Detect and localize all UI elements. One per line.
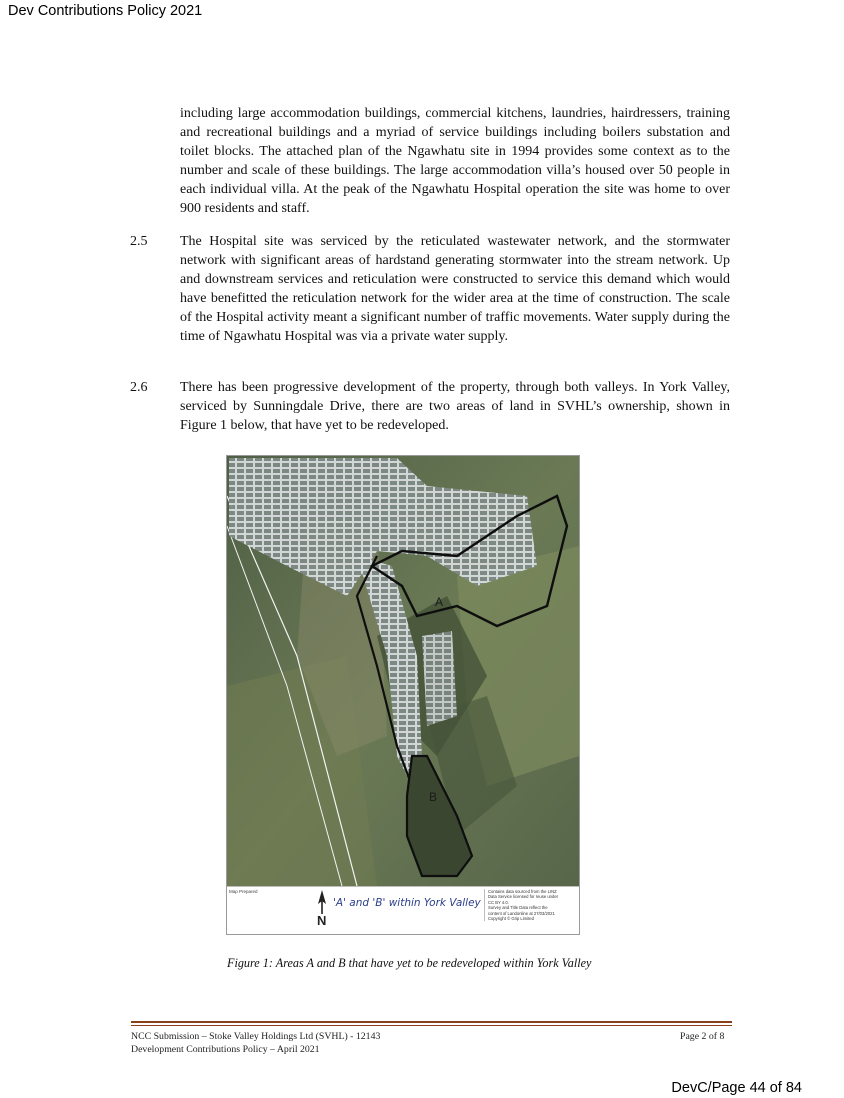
credit-line: Data Service licensed for reuse under — [488, 894, 559, 900]
paragraph-number: 2.6 — [130, 380, 148, 395]
credit-line: Copyright © Grip Limited — [488, 916, 534, 922]
credit-line: content of Landonline at 27/03/2021 — [488, 910, 555, 916]
footer-left — [131, 1031, 380, 1056]
paragraph-text: The Hospital site was serviced by the reticulated wastewater network, and the stormwater network with significant areas of hardstand generating stormwater into the stream network. Up and downstream services and reticulation were constructed to service this demand which would have benefitted the reticulation network for the wider area at the time of construction. The scale of the Hospital activity meant a significant number of traffic movements. Water supply during the time of Ngawhatu Hospital was via a private water supply. — [180, 234, 730, 345]
paragraph-2-6 — [130, 378, 730, 438]
footer-rule-thin — [131, 1025, 732, 1026]
paragraph-text: There has been progressive development of the property, through both valleys. In York Valley, serviced by Sunningdale Drive, there are two areas of land in SVHL’s ownership, shown in Figure 1 below, that have yet to be redeveloped. — [180, 380, 730, 434]
area-label-b: B — [429, 790, 438, 804]
paragraph-2-5 — [130, 232, 730, 372]
footer-policy-line: Development Contributions Policy – April 2021 — [131, 1043, 320, 1055]
figure-caption: Figure 1: Areas A and B that have yet to be redeveloped within York Valley — [227, 956, 592, 970]
footer-submission-line: NCC Submission – Stoke Valley Holdings Ltd (SVHL) - 12143 — [131, 1031, 381, 1042]
page-header-title: Dev Contributions Policy 2021 — [8, 3, 203, 19]
north-letter: N — [317, 913, 327, 928]
footer-page-number: Page 2 of 8 — [680, 1031, 725, 1042]
page-counter: DevC/Page 44 of 84 — [671, 1080, 802, 1096]
map-legend-strip — [227, 886, 579, 935]
paragraph-number: 2.5 — [130, 234, 148, 249]
map-credit-box — [484, 889, 580, 921]
map-prepared-label: Map Prepared — [229, 889, 258, 894]
credit-line: Contains data sourced from the LINZ — [488, 889, 557, 894]
credit-line: Survey and Title Data reflect the — [488, 905, 548, 911]
handwritten-note: 'A' and 'B' within York Valley — [333, 897, 481, 909]
aerial-map-image — [227, 456, 579, 886]
footer-rule — [131, 1021, 732, 1023]
credit-line: CC BY 4.0. — [488, 899, 509, 905]
figure-aerial-map — [226, 455, 580, 935]
area-label-a: A — [435, 595, 444, 609]
intro-paragraph: including large accommodation buildings, commercial kitchens, laundries, hairdressers, training and recreational buildings and a myriad of service buildings including boilers substation and toilet blocks. The attached plan of the Ngawhatu site in 1994 provides some context as to the number and scale of these buildings. The large accommodation villa’s housed over 50 people in each individual villa. At the peak of the Ngawhatu Hospital operation the site was home to over 900 residents and staff. — [180, 106, 730, 217]
